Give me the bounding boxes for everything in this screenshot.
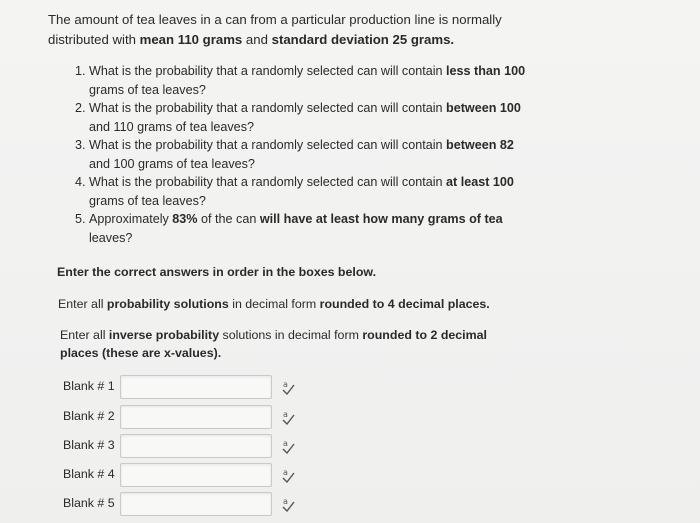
question-bold: at least 100 xyxy=(446,175,514,189)
question-text: What is the probability that a randomly selected can will contain xyxy=(89,138,447,152)
blank-row-5 xyxy=(63,492,303,520)
svg-text:a: a xyxy=(283,497,288,506)
question-text-end: and 110 grams of tea leaves? xyxy=(89,119,254,134)
blank-input-4[interactable] xyxy=(120,463,272,487)
question-text-end: and 100 grams of tea leaves? xyxy=(89,156,255,171)
spellcheck-icon[interactable] xyxy=(281,379,295,395)
question-text: What is the probability that a randomly selected can will contain xyxy=(89,175,447,189)
question-item xyxy=(75,173,535,210)
problem-intro xyxy=(48,10,518,50)
spellcheck-icon[interactable] xyxy=(281,409,295,425)
question-number: 1. xyxy=(75,64,86,78)
instruction-probability xyxy=(58,295,490,313)
blank-row-2 xyxy=(63,405,303,433)
instruction-text: Enter all xyxy=(58,297,107,311)
question-item xyxy=(75,136,535,173)
blank-label-4: Blank # 4 xyxy=(63,467,115,481)
question-text-end: grams of tea leaves? xyxy=(89,193,206,208)
question-number: 4. xyxy=(75,175,86,189)
question-text: What is the probability that a randomly selected can will contain xyxy=(89,64,447,78)
question-bold: less than 100 xyxy=(446,64,526,78)
instruction-bold: rounded to 2 decimal places (these are x-values). xyxy=(60,328,487,360)
intro-text-and: and xyxy=(242,32,272,47)
question-item xyxy=(75,62,535,99)
question-bold-2: will have at least how many grams of tea xyxy=(259,212,503,226)
question-number: 3. xyxy=(75,138,86,152)
question-number: 2. xyxy=(75,101,86,115)
svg-text:a: a xyxy=(283,439,288,448)
spellcheck-icon[interactable] xyxy=(281,496,295,512)
instruction-bold: rounded to 4 decimal places. xyxy=(319,297,490,311)
blank-input-2[interactable] xyxy=(120,405,272,429)
question-text-end: leaves? xyxy=(89,230,133,245)
svg-text:a: a xyxy=(283,380,288,389)
instruction-bold: inverse probability xyxy=(108,328,220,342)
instruction-text: Enter all xyxy=(60,328,109,342)
spellcheck-icon[interactable] xyxy=(281,467,295,483)
blank-label-1: Blank # 1 xyxy=(63,379,115,393)
question-text: What is the probability that a randomly selected can will contain xyxy=(89,101,447,115)
question-item xyxy=(75,210,535,247)
instruction-inverse xyxy=(60,326,520,362)
question-text: Approximately xyxy=(89,212,173,226)
intro-sd: standard deviation 25 grams. xyxy=(271,32,455,47)
intro-mean: mean 110 grams xyxy=(139,32,243,47)
blank-input-1[interactable] xyxy=(120,375,272,399)
instruction-order: Enter the correct answers in order in the boxes below. xyxy=(57,265,377,279)
blank-row-4 xyxy=(63,463,303,491)
spellcheck-icon[interactable] xyxy=(281,438,295,454)
intro-text: The amount of tea leaves in a can from a particular production line is normally distributed with xyxy=(48,12,502,47)
blank-row-3 xyxy=(63,434,303,462)
blank-label-3: Blank # 3 xyxy=(63,438,115,452)
blank-label-5: Blank # 5 xyxy=(63,496,115,510)
instruction-text: solutions in decimal form xyxy=(219,328,363,342)
instruction-text: in decimal form xyxy=(228,297,320,311)
question-bold: between 100 xyxy=(446,101,521,115)
question-number: 5. xyxy=(75,212,86,226)
svg-text:a: a xyxy=(283,410,288,419)
question-bold: 83% xyxy=(172,212,198,226)
svg-text:a: a xyxy=(283,468,288,477)
question-list xyxy=(75,62,535,247)
question-text-end: grams of tea leaves? xyxy=(89,82,206,97)
blank-label-2: Blank # 2 xyxy=(63,409,115,423)
instruction-bold: probability solutions xyxy=(106,297,229,311)
question-bold: between 82 xyxy=(446,138,514,152)
question-item xyxy=(75,99,535,136)
blank-row-1 xyxy=(63,375,303,403)
blank-input-5[interactable] xyxy=(120,492,272,516)
question-text-mid: of the can xyxy=(197,212,260,226)
blank-input-3[interactable] xyxy=(120,434,272,458)
